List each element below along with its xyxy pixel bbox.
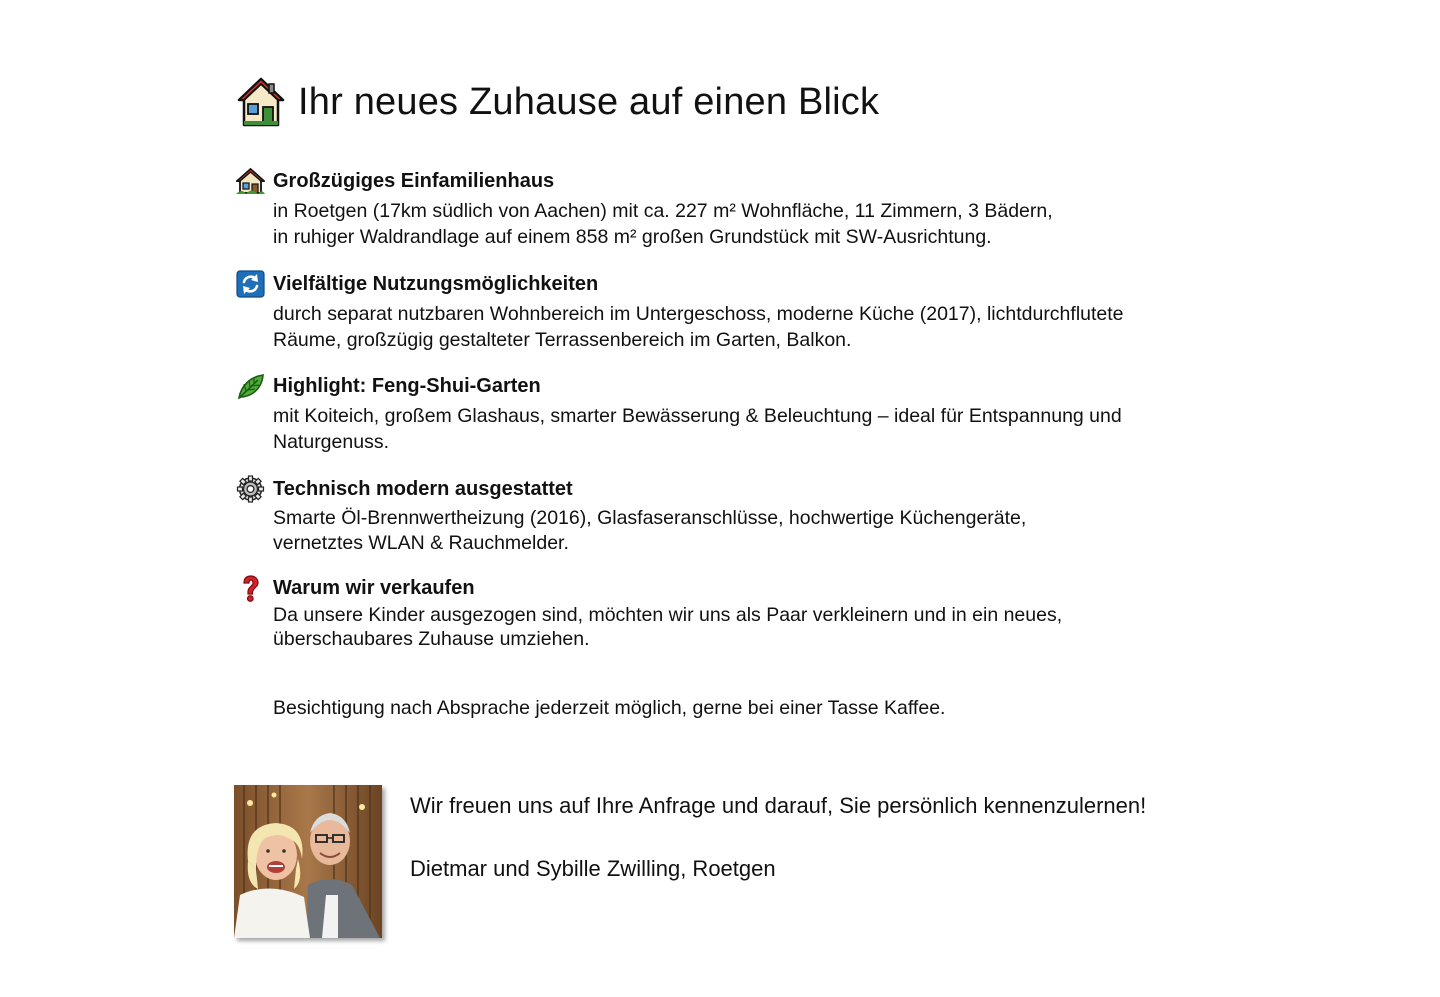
house-garden-icon bbox=[236, 167, 265, 195]
page-title: Ihr neues Zuhause auf einen Blick bbox=[298, 81, 880, 123]
section-heading: Technisch modern ausgestattet bbox=[273, 477, 573, 500]
leaf-icon bbox=[236, 372, 265, 400]
section-heading: Vielfältige Nutzungsmöglichkeiten bbox=[273, 272, 599, 295]
section-text-line: Naturgenuss. bbox=[273, 431, 389, 453]
section-text-line: Smarte Öl-Brennwertheizung (2016), Glasfaseranschlüsse, hochwertige Küchengeräte, bbox=[273, 507, 1027, 529]
section-heading: Großzügiges Einfamilienhaus bbox=[273, 169, 555, 192]
section-text-line: mit Koiteich, großem Glashaus, smarter Bewässerung & Beleuchtung – ideal für Entspannung und bbox=[273, 405, 1122, 427]
section-heading: Warum wir verkaufen bbox=[273, 576, 475, 599]
title-row bbox=[236, 76, 879, 128]
section-text-line: durch separat nutzbaren Wohnbereich im Untergeschoss, moderne Küche (2017), lichtdurchflutete bbox=[273, 303, 1124, 325]
owner-photo-image bbox=[234, 785, 382, 938]
section-text-line: in ruhiger Waldrandlage auf einem 858 m² großen Grundstück mit SW-Ausrichtung. bbox=[273, 226, 992, 248]
closing-message: Wir freuen uns auf Ihre Anfrage und darauf, Sie persönlich kennenzulernen! bbox=[410, 793, 1147, 818]
section-text-line: Räume, großzügig gestalteter Terrassenbereich im Garten, Balkon. bbox=[273, 329, 852, 351]
closing-signature: Dietmar und Sybille Zwilling, Roetgen bbox=[410, 856, 776, 881]
section-text-line: vernetztes WLAN & Rauchmelder. bbox=[273, 532, 569, 554]
section-reason bbox=[236, 574, 1276, 651]
owner-photo bbox=[234, 785, 382, 938]
section-usage bbox=[236, 270, 1276, 353]
section-text-line: überschaubares Zuhause umziehen. bbox=[273, 628, 590, 650]
section-garden bbox=[236, 372, 1276, 455]
gear-icon bbox=[236, 475, 265, 503]
question-mark-icon bbox=[236, 574, 265, 602]
refresh-icon bbox=[236, 270, 265, 298]
section-text-line: Da unsere Kinder ausgezogen sind, möchten wir uns als Paar verkleinern und in ein neues, bbox=[273, 604, 1063, 626]
house-icon bbox=[236, 76, 286, 128]
section-technology bbox=[236, 475, 1276, 556]
section-house bbox=[236, 167, 1276, 250]
viewing-note: Besichtigung nach Absprache jederzeit möglich, gerne bei einer Tasse Kaffee. bbox=[273, 697, 946, 719]
section-heading: Highlight: Feng-Shui-Garten bbox=[273, 374, 541, 397]
section-text-line: in Roetgen (17km südlich von Aachen) mit ca. 227 m² Wohnfläche, 11 Zimmern, 3 Bädern, bbox=[273, 200, 1053, 222]
